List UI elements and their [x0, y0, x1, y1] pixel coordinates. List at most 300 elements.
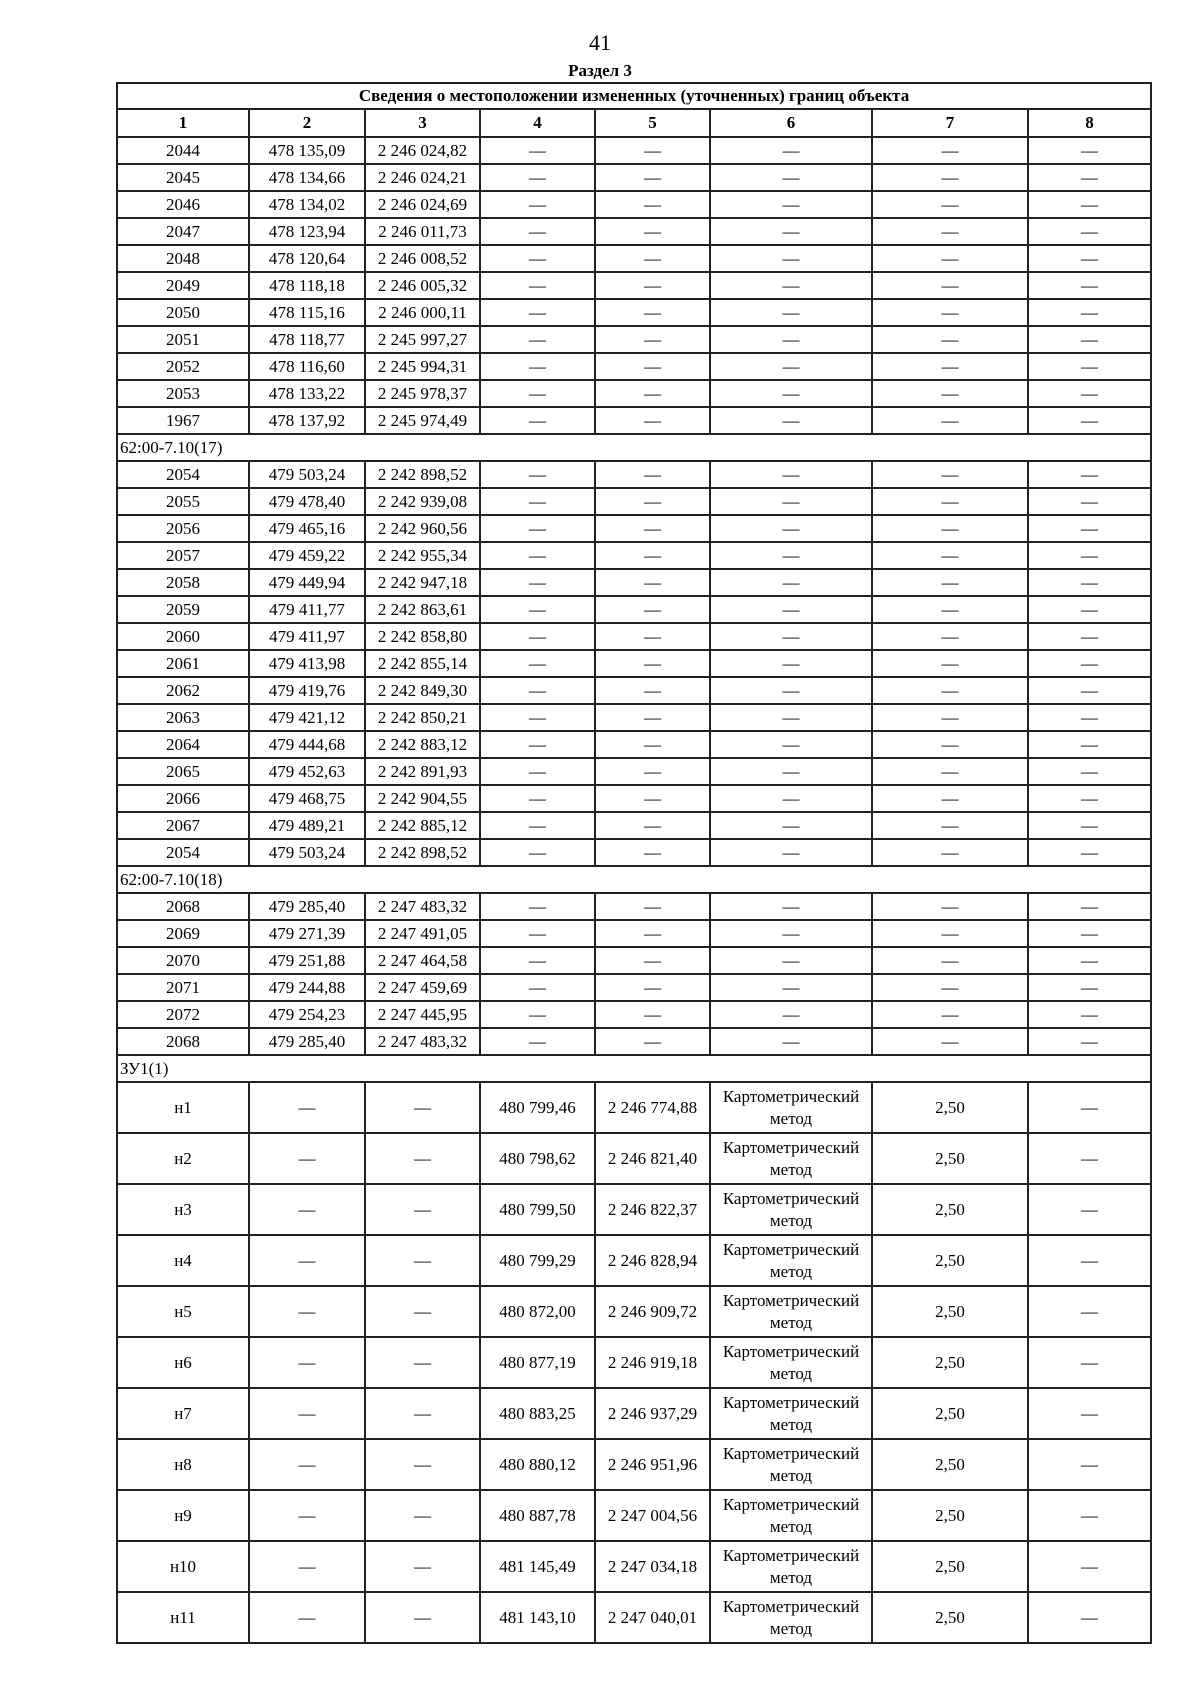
accuracy-cell: — [872, 785, 1028, 812]
accuracy-cell: — [872, 488, 1028, 515]
description-cell: — [1028, 623, 1151, 650]
column-header: 7 [872, 109, 1028, 137]
existing-y-cell: 2 247 445,95 [365, 1001, 480, 1028]
method-cell: — [710, 569, 872, 596]
new-y-cell: — [595, 218, 710, 245]
method-cell: — [710, 974, 872, 1001]
new-y-cell: — [595, 974, 710, 1001]
accuracy-cell: — [872, 1028, 1028, 1055]
new-x-cell: — [480, 623, 595, 650]
accuracy-cell: 2,50 [872, 1337, 1028, 1388]
new-y-cell: 2 246 909,72 [595, 1286, 710, 1337]
column-header: 5 [595, 109, 710, 137]
point-number-cell: 2058 [117, 569, 249, 596]
new-y-cell: — [595, 299, 710, 326]
point-number-cell: 2055 [117, 488, 249, 515]
description-cell: — [1028, 326, 1151, 353]
accuracy-cell: — [872, 677, 1028, 704]
accuracy-cell: — [872, 326, 1028, 353]
point-number-cell: 2054 [117, 461, 249, 488]
new-x-cell: — [480, 758, 595, 785]
group-header-row [117, 866, 1151, 893]
description-cell: — [1028, 1541, 1151, 1592]
existing-x-cell: 478 134,66 [249, 164, 365, 191]
new-x-cell: — [480, 677, 595, 704]
method-cell: Картометрический метод [710, 1082, 872, 1133]
existing-y-cell: — [365, 1490, 480, 1541]
table-caption: Сведения о местоположении измененных (уточненных) границ объекта [117, 83, 1151, 109]
new-x-cell: — [480, 812, 595, 839]
accuracy-cell: — [872, 974, 1028, 1001]
point-number-cell: 1967 [117, 407, 249, 434]
existing-y-cell: — [365, 1133, 480, 1184]
method-cell: — [710, 407, 872, 434]
existing-x-cell: 479 411,97 [249, 623, 365, 650]
accuracy-cell: — [872, 812, 1028, 839]
table-row [117, 515, 1151, 542]
existing-x-cell: 478 137,92 [249, 407, 365, 434]
existing-x-cell: 479 503,24 [249, 839, 365, 866]
existing-y-cell: — [365, 1184, 480, 1235]
method-cell: — [710, 353, 872, 380]
point-number-cell: н6 [117, 1337, 249, 1388]
method-cell: — [710, 245, 872, 272]
table-row [117, 1286, 1151, 1337]
description-cell: — [1028, 677, 1151, 704]
existing-x-cell: 479 421,12 [249, 704, 365, 731]
description-cell: — [1028, 272, 1151, 299]
description-cell: — [1028, 218, 1151, 245]
accuracy-cell: 2,50 [872, 1235, 1028, 1286]
new-y-cell: 2 247 004,56 [595, 1490, 710, 1541]
description-cell: — [1028, 380, 1151, 407]
existing-y-cell: 2 242 947,18 [365, 569, 480, 596]
method-cell: Картометрический метод [710, 1592, 872, 1643]
method-cell: Картометрический метод [710, 1490, 872, 1541]
table-row [117, 623, 1151, 650]
method-cell: Картометрический метод [710, 1337, 872, 1388]
new-x-cell: — [480, 137, 595, 164]
table-row [117, 299, 1151, 326]
accuracy-cell: — [872, 623, 1028, 650]
accuracy-cell: — [872, 461, 1028, 488]
new-x-cell: — [480, 1001, 595, 1028]
description-cell: — [1028, 461, 1151, 488]
new-x-cell: — [480, 191, 595, 218]
new-y-cell: — [595, 137, 710, 164]
table-row [117, 758, 1151, 785]
description-cell: — [1028, 974, 1151, 1001]
accuracy-cell: — [872, 245, 1028, 272]
point-number-cell: 2048 [117, 245, 249, 272]
method-cell: — [710, 191, 872, 218]
accuracy-cell: — [872, 218, 1028, 245]
table-row [117, 947, 1151, 974]
table-row [117, 1541, 1151, 1592]
new-x-cell: — [480, 380, 595, 407]
existing-y-cell: 2 242 850,21 [365, 704, 480, 731]
table-row [117, 407, 1151, 434]
description-cell: — [1028, 299, 1151, 326]
description-cell: — [1028, 785, 1151, 812]
point-number-cell: 2063 [117, 704, 249, 731]
new-x-cell: — [480, 218, 595, 245]
column-header: 2 [249, 109, 365, 137]
method-cell: — [710, 677, 872, 704]
table-row [117, 191, 1151, 218]
accuracy-cell: 2,50 [872, 1286, 1028, 1337]
point-number-cell: 2061 [117, 650, 249, 677]
new-y-cell: — [595, 812, 710, 839]
description-cell: — [1028, 731, 1151, 758]
method-cell: — [710, 785, 872, 812]
table-row [117, 596, 1151, 623]
existing-y-cell: — [365, 1439, 480, 1490]
new-y-cell: — [595, 677, 710, 704]
point-number-cell: 2064 [117, 731, 249, 758]
point-number-cell: 2068 [117, 893, 249, 920]
existing-x-cell: 478 118,77 [249, 326, 365, 353]
new-x-cell: — [480, 353, 595, 380]
method-cell: — [710, 515, 872, 542]
existing-x-cell: 479 459,22 [249, 542, 365, 569]
point-number-cell: н10 [117, 1541, 249, 1592]
new-x-cell: — [480, 515, 595, 542]
existing-x-cell: — [249, 1592, 365, 1643]
description-cell: — [1028, 1082, 1151, 1133]
table-row [117, 1235, 1151, 1286]
existing-x-cell: — [249, 1439, 365, 1490]
point-number-cell: 2060 [117, 623, 249, 650]
point-number-cell: 2044 [117, 137, 249, 164]
description-cell: — [1028, 1184, 1151, 1235]
existing-y-cell: 2 245 978,37 [365, 380, 480, 407]
existing-y-cell: — [365, 1235, 480, 1286]
method-cell: — [710, 380, 872, 407]
point-number-cell: 2066 [117, 785, 249, 812]
group-label: ЗУ1(1) [117, 1055, 1151, 1082]
accuracy-cell: — [872, 299, 1028, 326]
description-cell: — [1028, 1490, 1151, 1541]
accuracy-cell: — [872, 542, 1028, 569]
existing-x-cell: 479 489,21 [249, 812, 365, 839]
column-header: 4 [480, 109, 595, 137]
point-number-cell: 2071 [117, 974, 249, 1001]
section-title: Раздел 3 [568, 61, 632, 80]
point-number-cell: н4 [117, 1235, 249, 1286]
new-y-cell: 2 246 774,88 [595, 1082, 710, 1133]
existing-x-cell: 479 503,24 [249, 461, 365, 488]
method-cell: Картометрический метод [710, 1439, 872, 1490]
existing-x-cell: 479 478,40 [249, 488, 365, 515]
boundary-coordinates-table [116, 82, 1152, 1644]
table-row [117, 353, 1151, 380]
new-y-cell: — [595, 650, 710, 677]
point-number-cell: 2072 [117, 1001, 249, 1028]
existing-x-cell: 478 116,60 [249, 353, 365, 380]
point-number-cell: 2069 [117, 920, 249, 947]
existing-x-cell: 479 465,16 [249, 515, 365, 542]
new-x-cell: — [480, 326, 595, 353]
accuracy-cell: 2,50 [872, 1082, 1028, 1133]
existing-y-cell: — [365, 1082, 480, 1133]
new-y-cell: 2 247 040,01 [595, 1592, 710, 1643]
new-y-cell: — [595, 623, 710, 650]
accuracy-cell: — [872, 947, 1028, 974]
existing-x-cell: 478 120,64 [249, 245, 365, 272]
new-y-cell: — [595, 569, 710, 596]
new-x-cell: — [480, 1028, 595, 1055]
new-x-cell: — [480, 893, 595, 920]
point-number-cell: 2065 [117, 758, 249, 785]
existing-y-cell: 2 246 008,52 [365, 245, 480, 272]
group-label: 62:00-7.10(17) [117, 434, 1151, 461]
description-cell: — [1028, 137, 1151, 164]
table-row [117, 542, 1151, 569]
table-row [117, 164, 1151, 191]
point-number-cell: н3 [117, 1184, 249, 1235]
existing-y-cell: — [365, 1388, 480, 1439]
description-cell: — [1028, 1592, 1151, 1643]
point-number-cell: н9 [117, 1490, 249, 1541]
new-x-cell: — [480, 704, 595, 731]
description-cell: — [1028, 1388, 1151, 1439]
description-cell: — [1028, 164, 1151, 191]
table-row [117, 245, 1151, 272]
new-x-cell: — [480, 164, 595, 191]
point-number-cell: 2051 [117, 326, 249, 353]
point-number-cell: 2050 [117, 299, 249, 326]
existing-y-cell: 2 246 024,69 [365, 191, 480, 218]
description-cell: — [1028, 893, 1151, 920]
new-x-cell: — [480, 839, 595, 866]
point-number-cell: 2053 [117, 380, 249, 407]
new-y-cell: — [595, 893, 710, 920]
new-x-cell: — [480, 947, 595, 974]
table-row [117, 1184, 1151, 1235]
existing-x-cell: 478 135,09 [249, 137, 365, 164]
existing-x-cell: — [249, 1337, 365, 1388]
method-cell: — [710, 1001, 872, 1028]
new-y-cell: — [595, 245, 710, 272]
existing-x-cell: — [249, 1286, 365, 1337]
table-row [117, 1337, 1151, 1388]
accuracy-cell: — [872, 1001, 1028, 1028]
existing-x-cell: 478 118,18 [249, 272, 365, 299]
table-row [117, 461, 1151, 488]
method-cell: — [710, 812, 872, 839]
table-row [117, 650, 1151, 677]
point-number-cell: 2056 [117, 515, 249, 542]
accuracy-cell: — [872, 920, 1028, 947]
accuracy-cell: — [872, 569, 1028, 596]
description-cell: — [1028, 1133, 1151, 1184]
existing-y-cell: 2 242 960,56 [365, 515, 480, 542]
column-header: 1 [117, 109, 249, 137]
method-cell: — [710, 272, 872, 299]
existing-y-cell: 2 246 024,21 [365, 164, 480, 191]
method-cell: Картометрический метод [710, 1184, 872, 1235]
existing-y-cell: 2 246 024,82 [365, 137, 480, 164]
method-cell: — [710, 839, 872, 866]
new-y-cell: 2 246 828,94 [595, 1235, 710, 1286]
accuracy-cell: 2,50 [872, 1439, 1028, 1490]
method-cell: — [710, 596, 872, 623]
new-y-cell: 2 246 951,96 [595, 1439, 710, 1490]
table-row [117, 1490, 1151, 1541]
point-number-cell: 2059 [117, 596, 249, 623]
method-cell: — [710, 731, 872, 758]
existing-y-cell: 2 246 005,32 [365, 272, 480, 299]
description-cell: — [1028, 839, 1151, 866]
description-cell: — [1028, 1286, 1151, 1337]
method-cell: — [710, 1028, 872, 1055]
description-cell: — [1028, 569, 1151, 596]
new-x-cell: 481 145,49 [480, 1541, 595, 1592]
new-x-cell: — [480, 299, 595, 326]
existing-x-cell: 479 444,68 [249, 731, 365, 758]
existing-y-cell: 2 245 997,27 [365, 326, 480, 353]
description-cell: — [1028, 1337, 1151, 1388]
description-cell: — [1028, 245, 1151, 272]
existing-x-cell: — [249, 1490, 365, 1541]
method-cell: — [710, 488, 872, 515]
existing-x-cell: 478 133,22 [249, 380, 365, 407]
existing-y-cell: 2 242 863,61 [365, 596, 480, 623]
new-x-cell: — [480, 569, 595, 596]
existing-x-cell: — [249, 1133, 365, 1184]
new-x-cell: — [480, 785, 595, 812]
description-cell: — [1028, 704, 1151, 731]
method-cell: Картометрический метод [710, 1286, 872, 1337]
point-number-cell: 2052 [117, 353, 249, 380]
accuracy-cell: — [872, 407, 1028, 434]
accuracy-cell: — [872, 839, 1028, 866]
existing-y-cell: — [365, 1592, 480, 1643]
existing-y-cell: 2 242 898,52 [365, 461, 480, 488]
new-x-cell: — [480, 542, 595, 569]
existing-x-cell: — [249, 1388, 365, 1439]
method-cell: — [710, 164, 872, 191]
new-y-cell: — [595, 947, 710, 974]
table-row [117, 839, 1151, 866]
table-row [117, 326, 1151, 353]
existing-y-cell: 2 247 483,32 [365, 1028, 480, 1055]
new-y-cell: — [595, 407, 710, 434]
existing-y-cell: 2 242 939,08 [365, 488, 480, 515]
existing-y-cell: 2 242 891,93 [365, 758, 480, 785]
table-row [117, 380, 1151, 407]
new-y-cell: — [595, 164, 710, 191]
point-number-cell: 2054 [117, 839, 249, 866]
accuracy-cell: 2,50 [872, 1133, 1028, 1184]
new-x-cell: 480 799,46 [480, 1082, 595, 1133]
point-number-cell: 2070 [117, 947, 249, 974]
point-number-cell: 2057 [117, 542, 249, 569]
new-x-cell: — [480, 650, 595, 677]
accuracy-cell: 2,50 [872, 1592, 1028, 1643]
new-x-cell: — [480, 731, 595, 758]
method-cell: — [710, 218, 872, 245]
table-row [117, 1133, 1151, 1184]
description-cell: — [1028, 1235, 1151, 1286]
existing-x-cell: 479 468,75 [249, 785, 365, 812]
new-y-cell: 2 246 821,40 [595, 1133, 710, 1184]
existing-y-cell: — [365, 1337, 480, 1388]
existing-x-cell: 479 271,39 [249, 920, 365, 947]
point-number-cell: н7 [117, 1388, 249, 1439]
existing-y-cell: — [365, 1541, 480, 1592]
new-y-cell: 2 246 822,37 [595, 1184, 710, 1235]
existing-y-cell: 2 247 491,05 [365, 920, 480, 947]
point-number-cell: 2047 [117, 218, 249, 245]
new-y-cell: — [595, 380, 710, 407]
new-x-cell: — [480, 245, 595, 272]
method-cell: — [710, 461, 872, 488]
accuracy-cell: — [872, 650, 1028, 677]
existing-y-cell: 2 247 483,32 [365, 893, 480, 920]
table-row [117, 137, 1151, 164]
new-y-cell: — [595, 461, 710, 488]
accuracy-cell: — [872, 893, 1028, 920]
new-y-cell: — [595, 272, 710, 299]
description-cell: — [1028, 812, 1151, 839]
description-cell: — [1028, 650, 1151, 677]
accuracy-cell: — [872, 731, 1028, 758]
method-cell: Картометрический метод [710, 1541, 872, 1592]
existing-x-cell: 479 413,98 [249, 650, 365, 677]
existing-x-cell: 479 254,23 [249, 1001, 365, 1028]
new-y-cell: — [595, 542, 710, 569]
new-y-cell: — [595, 191, 710, 218]
new-y-cell: — [595, 1001, 710, 1028]
method-cell: — [710, 704, 872, 731]
existing-x-cell: 479 285,40 [249, 1028, 365, 1055]
new-y-cell: — [595, 596, 710, 623]
accuracy-cell: — [872, 191, 1028, 218]
existing-x-cell: 478 115,16 [249, 299, 365, 326]
new-x-cell: — [480, 596, 595, 623]
existing-y-cell: — [365, 1286, 480, 1337]
table-row [117, 272, 1151, 299]
table-row [117, 704, 1151, 731]
existing-x-cell: — [249, 1235, 365, 1286]
existing-x-cell: 479 244,88 [249, 974, 365, 1001]
point-number-cell: н5 [117, 1286, 249, 1337]
table-row [117, 569, 1151, 596]
description-cell: — [1028, 1028, 1151, 1055]
group-header-row [117, 1055, 1151, 1082]
table-row [117, 1028, 1151, 1055]
existing-x-cell: — [249, 1541, 365, 1592]
table-row [117, 1439, 1151, 1490]
description-cell: — [1028, 947, 1151, 974]
point-number-cell: 2068 [117, 1028, 249, 1055]
accuracy-cell: 2,50 [872, 1388, 1028, 1439]
accuracy-cell: — [872, 164, 1028, 191]
new-y-cell: — [595, 488, 710, 515]
point-number-cell: 2046 [117, 191, 249, 218]
existing-y-cell: 2 242 898,52 [365, 839, 480, 866]
point-number-cell: 2067 [117, 812, 249, 839]
table-row [117, 893, 1151, 920]
existing-y-cell: 2 242 855,14 [365, 650, 480, 677]
existing-x-cell: 478 134,02 [249, 191, 365, 218]
column-header-row [117, 109, 1151, 137]
accuracy-cell: — [872, 704, 1028, 731]
new-x-cell: — [480, 488, 595, 515]
method-cell: — [710, 758, 872, 785]
